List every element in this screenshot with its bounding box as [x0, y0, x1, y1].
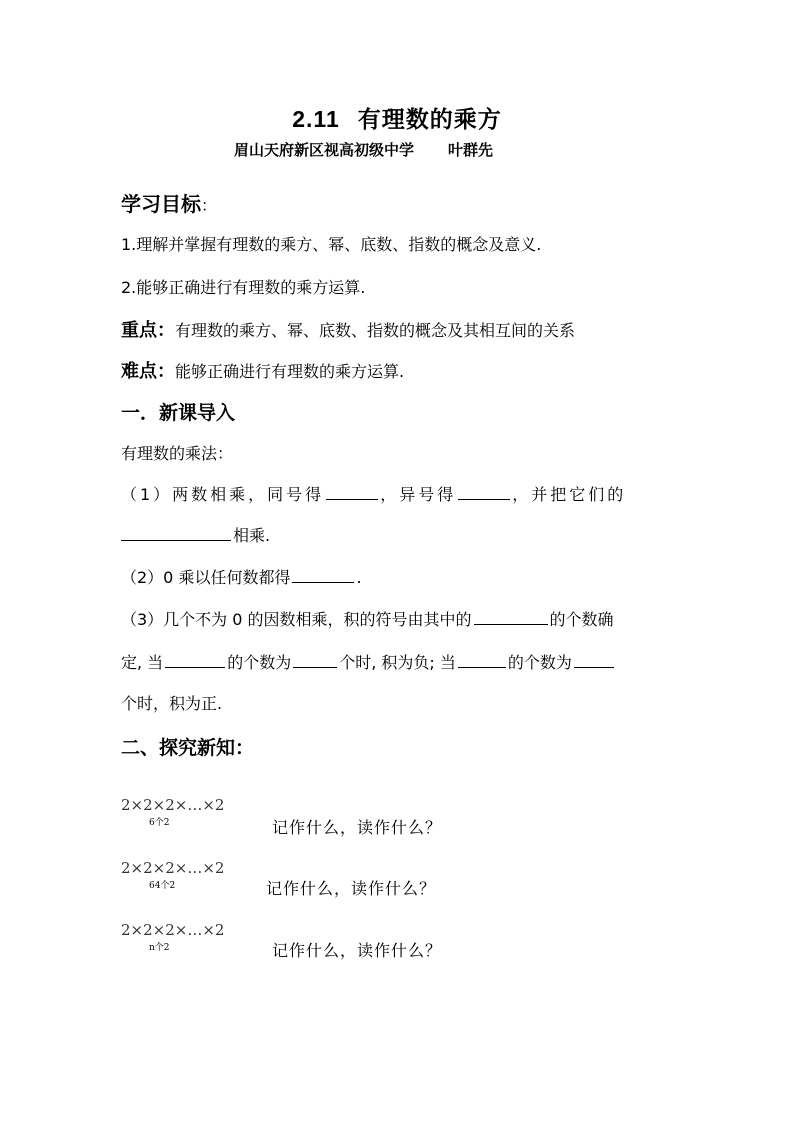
expression-text: 2×2×2×…×2: [121, 921, 225, 939]
example-expression: [121, 858, 225, 891]
goals-heading-text: 学习目标: [121, 192, 201, 216]
fill-blank[interactable]: [165, 651, 225, 668]
fill-blank[interactable]: [326, 483, 378, 500]
fill-blank[interactable]: [574, 651, 614, 668]
fill-blank[interactable]: [458, 483, 510, 500]
example-expression: [121, 795, 225, 828]
section1-item1-cont: [121, 523, 270, 546]
section1-item2: [121, 565, 362, 588]
example-question: 记作什么，读作什么？: [272, 818, 443, 837]
expression-text: 2×2×2×…×2: [121, 796, 225, 814]
factor-count: 64个2: [149, 881, 176, 891]
difficulty-label: 难点：: [121, 361, 175, 382]
item3-text-f: 的个数为: [507, 653, 572, 672]
author-name: 叶群先: [448, 141, 494, 159]
section1-heading: 一．新课导入: [121, 402, 236, 424]
section1-item1: [121, 482, 626, 505]
section1-item3: [121, 607, 614, 630]
difficulty: [121, 357, 404, 383]
goals-heading: [121, 188, 217, 217]
item3-text-d: 的个数为: [227, 653, 292, 672]
item3-text-c: 定, 当: [121, 653, 164, 672]
fill-blank[interactable]: [121, 524, 231, 541]
expression-text: 2×2×2×…×2: [121, 859, 225, 877]
goals-heading-colon: ：: [201, 196, 218, 215]
example-question: 记作什么，读作什么？: [266, 879, 437, 898]
section2-heading: 二、探究新知：: [121, 737, 255, 759]
key-point: [121, 316, 575, 342]
fill-blank[interactable]: [458, 651, 506, 668]
key-point-label: 重点：: [121, 320, 175, 341]
example-expression: [121, 920, 225, 953]
item1-text-b: ，异号得: [380, 485, 457, 504]
item2-text-a: （2）0 乘以任何数都得: [121, 568, 291, 587]
item3-text-e: 个时, 积为负; 当: [339, 653, 456, 672]
item2-text-b: .: [356, 568, 362, 587]
section1-intro: 有理数的乘法：: [121, 444, 234, 463]
difficulty-text: 能够正确进行有理数的乘方运算.: [175, 362, 405, 381]
fill-blank[interactable]: [474, 608, 548, 625]
item3-text-b: 的个数确: [549, 610, 614, 629]
goal-item-1: 1.理解并掌握有理数的乘方、幂、底数、指数的概念及意义.: [121, 235, 542, 254]
section1-item3-cont: [121, 650, 616, 673]
author-school: 眉山天府新区视高初级中学: [234, 141, 415, 159]
page-title: [0, 101, 794, 134]
title-number: 2.11: [292, 106, 340, 132]
factor-count: n个2: [149, 943, 170, 953]
key-point-text: 有理数的乘方、幂、底数、指数的概念及其相互间的关系: [175, 321, 576, 340]
item1-text-a: （1）两数相乘，同号得: [121, 485, 325, 504]
goal-item-2: 2.能够正确进行有理数的乘方运算.: [121, 278, 366, 297]
factor-count: 6个2: [149, 818, 170, 828]
item1-text-c: ，并把它们的: [512, 485, 627, 504]
example-question: 记作什么，读作什么？: [272, 941, 443, 960]
item3-text-a: （3）几个不为 0 的因数相乘，积的符号由其中的: [121, 610, 472, 629]
title-text: 有理数的乘方: [357, 107, 502, 133]
item1-text-d: 相乘.: [233, 526, 271, 545]
fill-blank[interactable]: [292, 566, 354, 583]
author-line: [234, 139, 493, 160]
section1-item3-end: 个时，积为正.: [121, 694, 223, 713]
fill-blank[interactable]: [293, 651, 337, 668]
